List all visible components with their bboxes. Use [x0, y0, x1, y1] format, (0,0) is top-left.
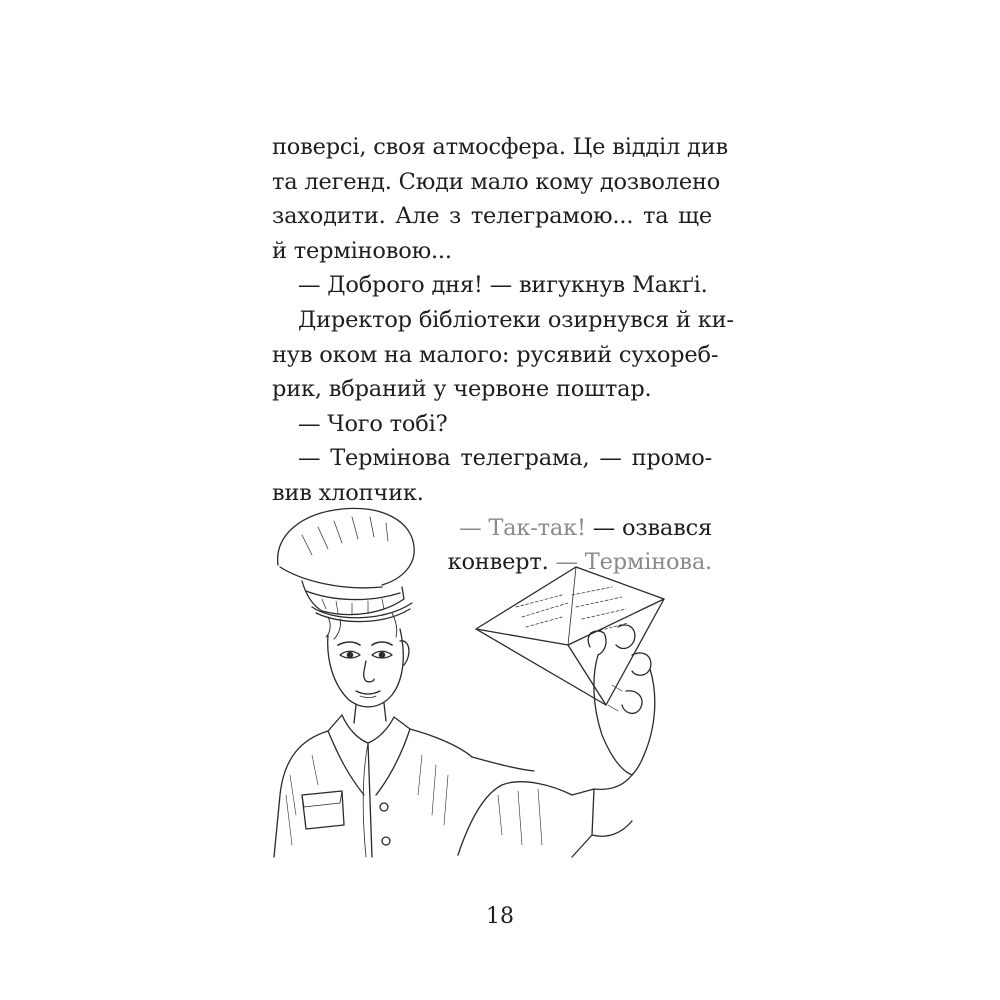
envelope-speech-dark: конверт.	[447, 549, 549, 576]
text-line: поверсі, своя атмосфера. Це відділ див	[272, 134, 728, 160]
text-line: вив хлопчик.	[272, 479, 424, 506]
text-line: заходити. Але з телеграмою... та ще	[272, 203, 712, 230]
envelope-speech-dark: — озвався	[585, 514, 712, 541]
text-line: — Термінова телеграма, — промо-	[298, 445, 712, 472]
text-line: — Чого тобі?	[298, 410, 448, 437]
page-number: 18	[486, 904, 514, 929]
boy-with-envelope-drawing-icon	[272, 495, 712, 860]
text-line: нув оком на малого: русявий сухореб-	[272, 341, 719, 368]
envelope-speech-grey: — Так-так!	[459, 514, 586, 541]
text-line: рик, вбраний у червоне поштар.	[272, 376, 652, 403]
text-line: й терміновою...	[272, 237, 452, 264]
text-line: — Доброго дня! — вигукнув Макґі.	[298, 272, 708, 299]
envelope-speech-grey: — Термінова.	[548, 549, 712, 576]
text-line: Директор бібліотеки озирнувся й ки-	[298, 306, 734, 333]
text-line: та легенд. Сюди мало кому дозволено	[272, 168, 721, 195]
